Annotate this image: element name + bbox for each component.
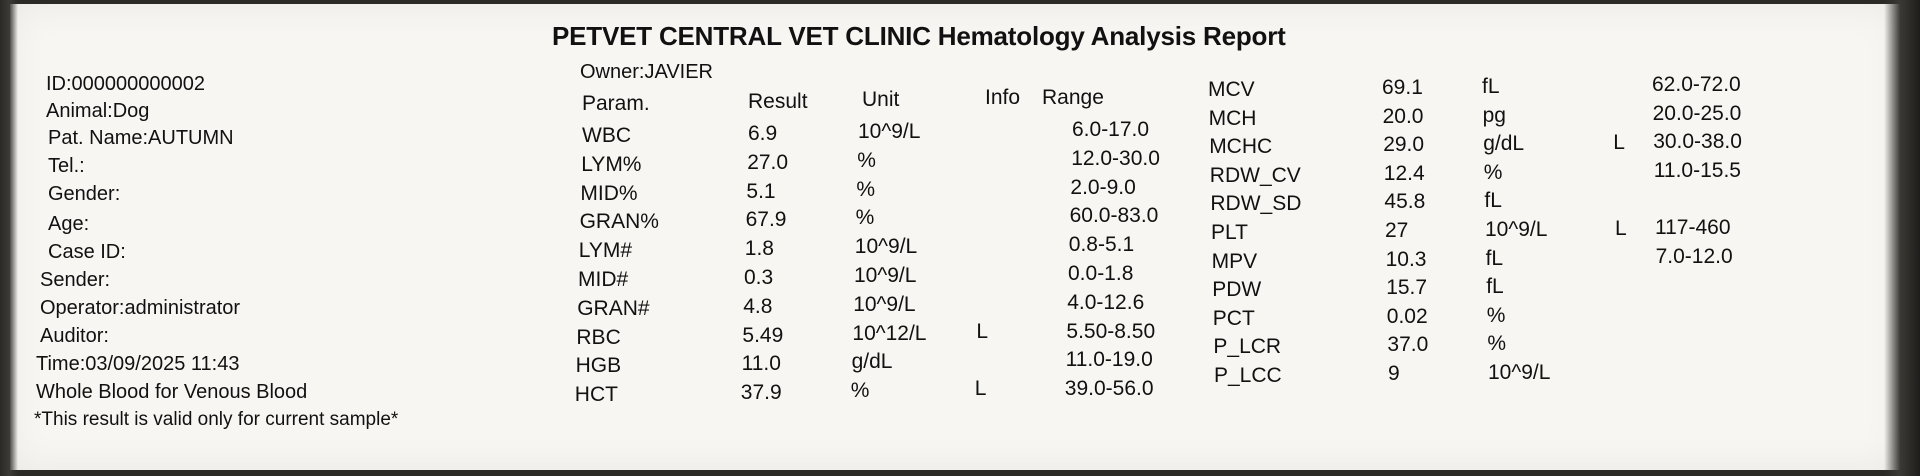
left-table-row-3-unit: % (855, 206, 875, 230)
patient-case-id: Case ID: (48, 241, 126, 263)
right-table-row-0-unit: fL (1482, 75, 1500, 98)
right-table-row-2-info: L (1613, 131, 1625, 155)
left-table-row-5-unit: 10^9/L (854, 264, 917, 287)
left-table-row-5-range: 0.0-1.8 (1068, 262, 1134, 285)
patient-auditor: Auditor: (40, 325, 109, 347)
right-table-row-1-range: 20.0-25.0 (1652, 101, 1742, 125)
header-result: Result (748, 90, 808, 113)
left-table-row-0-param: WBC (582, 124, 631, 147)
header-info: Info (985, 86, 1021, 109)
left-table-row-0-range: 6.0-17.0 (1072, 118, 1150, 141)
right-table-row-0-result: 69.1 (1382, 76, 1423, 99)
right-table-row-10-param: P_LCC (1214, 364, 1282, 387)
right-table-row-0-range: 62.0-72.0 (1652, 73, 1741, 96)
right-table-row-7-unit: fL (1486, 275, 1504, 299)
right-table-row-7-result: 15.7 (1386, 276, 1428, 300)
right-table-row-2-unit: g/dL (1483, 132, 1525, 156)
left-table-row-7-result: 5.49 (742, 323, 784, 347)
left-table-row-3-param: GRAN% (579, 210, 659, 234)
left-table-row-1-unit: % (857, 148, 876, 172)
right-table-row-8-param: PCT (1212, 306, 1255, 330)
left-table-row-2-param: MID% (580, 181, 638, 205)
right-table-row-9-param: P_LCR (1213, 335, 1282, 359)
right-table-row-1-unit: pg (1482, 103, 1506, 127)
left-table-row-9-range: 39.0-56.0 (1064, 377, 1154, 401)
left-table-row-1-result: 27.0 (747, 150, 789, 174)
right-table-row-1-result: 20.0 (1382, 104, 1424, 128)
left-table-row-4-param: LYM# (578, 239, 633, 263)
left-table-row-4-result: 1.8 (744, 237, 774, 261)
validity-note: *This result is valid only for current sample* (34, 409, 399, 430)
left-table-row-7-param: RBC (576, 325, 621, 349)
right-table-row-6-unit: fL (1485, 246, 1504, 270)
left-table-row-8-param: HGB (575, 354, 622, 378)
right-table-row-9-result: 37.0 (1387, 333, 1429, 357)
left-table-row-7-info: L (976, 319, 989, 343)
left-table-row-3-range: 60.0-83.0 (1069, 204, 1159, 228)
left-table-row-7-range: 5.50-8.50 (1066, 319, 1156, 343)
right-table-row-4-param: RDW_SD (1210, 192, 1302, 216)
left-table-row-5-param: MID# (578, 268, 629, 291)
right-table-row-6-range: 7.0-12.0 (1655, 244, 1733, 268)
left-table-row-3-result: 67.9 (745, 208, 787, 232)
left-table-row-6-param: GRAN# (577, 296, 650, 320)
patient-id: ID:000000000002 (46, 73, 206, 95)
patient-time: Time:03/09/2025 11:43 (36, 353, 240, 375)
patient-animal: Animal:Dog (46, 100, 150, 122)
right-table-row-5-param: PLT (1211, 221, 1248, 244)
right-table-row-3-param: RDW_CV (1209, 163, 1301, 187)
left-table-row-7-unit: 10^12/L (852, 321, 927, 345)
right-table-row-3-result: 12.4 (1383, 161, 1425, 185)
right-table-row-1-param: MCH (1208, 106, 1257, 130)
left-table-row-2-unit: % (856, 177, 876, 201)
left-table-row-9-unit: % (850, 379, 870, 403)
right-table-row-7-param: PDW (1212, 278, 1262, 302)
right-table-row-10-result: 9 (1388, 362, 1400, 385)
right-table-row-5-info: L (1615, 217, 1627, 240)
report-title: PETVET CENTRAL VET CLINIC Hematology Analysis Report (552, 21, 1286, 51)
owner-label: Owner:JAVIER (580, 61, 713, 83)
patient-gender: Gender: (48, 183, 121, 205)
left-table-row-6-result: 4.8 (743, 294, 773, 318)
left-table-row-9-info: L (974, 377, 987, 401)
right-table-row-3-unit: % (1483, 160, 1503, 184)
left-table-row-6-range: 4.0-12.6 (1067, 290, 1145, 314)
right-table-row-8-result: 0.02 (1386, 304, 1428, 328)
right-table-row-9-unit: % (1487, 332, 1507, 356)
right-table-row-2-result: 29.0 (1383, 133, 1425, 157)
patient-operator: Operator:administrator (40, 297, 241, 319)
paper-left-edge (0, 0, 18, 476)
left-table-row-5-result: 0.3 (744, 266, 774, 289)
header-range: Range (1042, 86, 1104, 109)
right-table-row-4-result: 45.8 (1384, 190, 1426, 214)
left-table-row-4-range: 0.8-5.1 (1068, 233, 1135, 257)
right-table-row-8-unit: % (1486, 303, 1506, 327)
right-table-row-4-unit: fL (1484, 189, 1502, 213)
right-table-row-5-range: 117-460 (1655, 216, 1731, 239)
left-table-row-1-range: 12.0-30.0 (1071, 146, 1160, 170)
sample-type: Whole Blood for Venous Blood (36, 381, 308, 403)
right-table-row-6-result: 10.3 (1385, 247, 1427, 271)
patient-name: Pat. Name:AUTUMN (48, 127, 234, 149)
right-table-row-2-param: MCHC (1209, 135, 1273, 159)
left-table-row-0-result: 6.9 (748, 122, 778, 145)
patient-age: Age: (48, 213, 90, 235)
left-table-row-2-result: 5.1 (746, 179, 776, 203)
paper-right-edge (1884, 0, 1920, 476)
left-table-row-1-param: LYM% (581, 152, 642, 176)
right-table-row-5-unit: 10^9/L (1485, 218, 1548, 241)
left-table-row-8-range: 11.0-19.0 (1065, 348, 1153, 372)
right-table-row-6-param: MPV (1211, 249, 1258, 273)
patient-tel: Tel.: (48, 155, 85, 177)
right-table-row-0-param: MCV (1208, 78, 1255, 101)
header-unit: Unit (862, 88, 900, 111)
header-param: Param. (582, 92, 650, 115)
left-table-row-4-unit: 10^9/L (854, 235, 918, 259)
left-table-row-9-param: HCT (574, 383, 618, 407)
left-table-row-8-result: 11.0 (741, 352, 781, 376)
left-table-row-2-range: 2.0-9.0 (1070, 175, 1136, 199)
right-table-row-3-range: 11.0-15.5 (1653, 158, 1741, 182)
patient-sender: Sender: (40, 269, 111, 291)
left-table-row-0-unit: 10^9/L (858, 120, 921, 143)
right-table-row-2-range: 30.0-38.0 (1653, 130, 1742, 154)
right-table-row-5-result: 27 (1385, 219, 1409, 242)
right-table-row-10-unit: 10^9/L (1488, 361, 1551, 384)
left-table-row-8-unit: g/dL (851, 350, 893, 374)
left-table-row-6-unit: 10^9/L (853, 292, 916, 316)
left-table-row-9-result: 37.9 (740, 381, 782, 405)
